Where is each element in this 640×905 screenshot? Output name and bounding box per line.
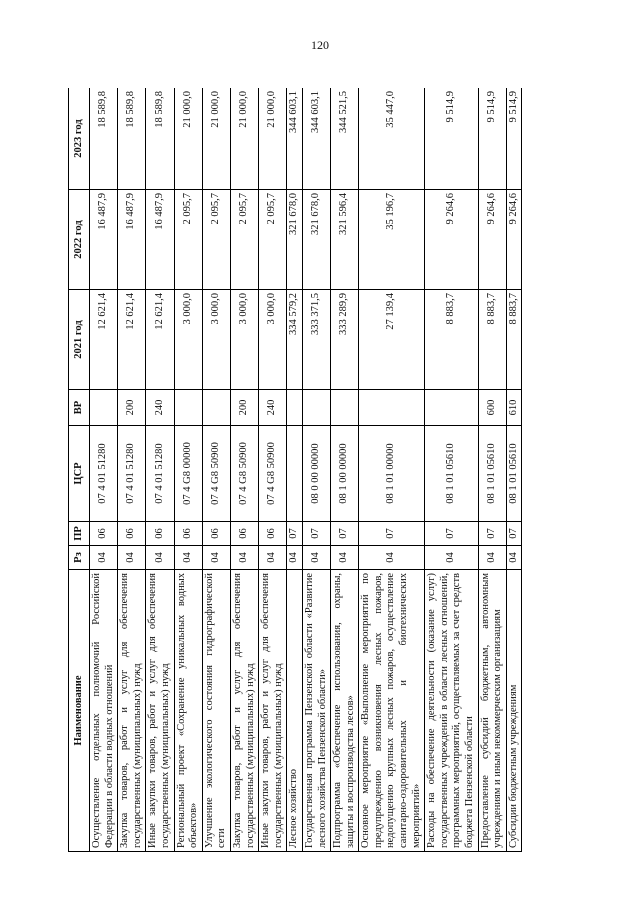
cell-2022: 321 596,4 <box>331 190 359 290</box>
cell-csr: 07 4 G8 50900 <box>230 426 258 522</box>
cell-pr: 06 <box>90 522 118 546</box>
cell-name: Лесное хозяйство <box>287 570 303 852</box>
cell-2022: 321 678,0 <box>302 190 330 290</box>
cell-2022: 2 095,7 <box>174 190 202 290</box>
cell-csr: 08 1 01 05610 <box>506 426 522 522</box>
cell-vr <box>90 390 118 426</box>
cell-2021: 8 883,7 <box>506 290 522 390</box>
cell-2023: 35 447,0 <box>359 88 425 190</box>
header-vr: ВР <box>69 390 90 426</box>
header-pr: ПР <box>69 522 90 546</box>
cell-2021: 334 579,2 <box>287 290 303 390</box>
cell-csr: 07 4 01 51280 <box>90 426 118 522</box>
cell-2022: 9 264,6 <box>506 190 522 290</box>
table-row <box>174 88 202 852</box>
header-rz: Рз <box>69 546 90 570</box>
cell-csr: 08 1 01 05610 <box>425 426 478 522</box>
cell-2023: 21 000,0 <box>230 88 258 190</box>
cell-2021: 12 621,4 <box>90 290 118 390</box>
cell-rz: 04 <box>359 546 425 570</box>
cell-name: Основное мероприятие «Выполнение мероприятий по предупреждению возникновения лесных пожаров, недопущению крупных лесных пожаров, осуществление санитарно-оздоровительных и биотехнических мероприятий» <box>359 570 425 852</box>
cell-2022: 9 264,6 <box>478 190 506 290</box>
cell-rz: 04 <box>118 546 146 570</box>
cell-vr: 200 <box>230 390 258 426</box>
table-row <box>425 88 478 852</box>
cell-pr: 07 <box>331 522 359 546</box>
cell-2022: 16 487,9 <box>118 190 146 290</box>
cell-rz: 04 <box>90 546 118 570</box>
cell-2023: 21 000,0 <box>202 88 230 190</box>
header-csr: ЦСР <box>69 426 90 522</box>
table-row <box>146 88 174 852</box>
cell-2023: 18 589,8 <box>146 88 174 190</box>
cell-2021: 333 371,5 <box>302 290 330 390</box>
cell-csr: 07 4 G8 50900 <box>259 426 287 522</box>
cell-2022: 2 095,7 <box>230 190 258 290</box>
cell-csr: 07 4 G8 50900 <box>202 426 230 522</box>
table-row <box>331 88 359 852</box>
cell-2021: 12 621,4 <box>118 290 146 390</box>
cell-2022: 2 095,7 <box>202 190 230 290</box>
cell-csr: 08 0 00 00000 <box>302 426 330 522</box>
table-body <box>90 88 522 852</box>
cell-vr: 600 <box>478 390 506 426</box>
cell-vr <box>302 390 330 426</box>
cell-pr: 06 <box>259 522 287 546</box>
table-row <box>118 88 146 852</box>
cell-csr: 07 4 01 51280 <box>118 426 146 522</box>
cell-name: Иные закупки товаров, работ и услуг для обеспечения государственных (муниципальных) нужд <box>146 570 174 852</box>
cell-2023: 344 603,1 <box>287 88 303 190</box>
cell-2023: 18 589,8 <box>90 88 118 190</box>
cell-2021: 3 000,0 <box>230 290 258 390</box>
cell-2021: 333 289,9 <box>331 290 359 390</box>
cell-rz: 04 <box>331 546 359 570</box>
page-number: 120 <box>311 38 329 52</box>
header-2022: 2022 год <box>69 190 90 290</box>
cell-vr: 240 <box>259 390 287 426</box>
cell-vr: 610 <box>506 390 522 426</box>
cell-2021: 3 000,0 <box>259 290 287 390</box>
table-header-row <box>69 88 90 852</box>
cell-csr <box>287 426 303 522</box>
table-viewport <box>68 88 564 852</box>
cell-name: Осуществление отдельных полномочий Российской Федерации в области водных отношений <box>90 570 118 852</box>
cell-2023: 21 000,0 <box>174 88 202 190</box>
cell-name: Региональный проект «Сохранение уникальных водных объектов» <box>174 570 202 852</box>
cell-rz: 04 <box>302 546 330 570</box>
cell-rz: 04 <box>259 546 287 570</box>
table-row <box>90 88 118 852</box>
cell-vr: 240 <box>146 390 174 426</box>
table-row <box>478 88 506 852</box>
cell-pr: 07 <box>359 522 425 546</box>
cell-name: Закупка товаров, работ и услуг для обеспечения государственных (муниципальных) нужд <box>118 570 146 852</box>
table-row <box>359 88 425 852</box>
cell-csr: 07 4 01 51280 <box>146 426 174 522</box>
cell-csr: 07 4 G8 00000 <box>174 426 202 522</box>
cell-rz: 04 <box>287 546 303 570</box>
cell-name: Закупка товаров, работ и услуг для обеспечения государственных (муниципальных) нужд <box>230 570 258 852</box>
table-row <box>259 88 287 852</box>
cell-rz: 04 <box>230 546 258 570</box>
cell-2022: 16 487,9 <box>90 190 118 290</box>
cell-name: Расходы на обеспечение деятельности (оказание услуг) государственных учреждений в области лесных отношений, программных мероприятий, осуществляемых за счет средств бюджета Пензенской области <box>425 570 478 852</box>
cell-vr <box>202 390 230 426</box>
cell-2021: 27 139,4 <box>359 290 425 390</box>
cell-2021: 3 000,0 <box>174 290 202 390</box>
cell-2021: 8 883,7 <box>425 290 478 390</box>
table-row <box>202 88 230 852</box>
cell-csr: 08 1 01 05610 <box>478 426 506 522</box>
cell-2021: 8 883,7 <box>478 290 506 390</box>
cell-2022: 321 678,0 <box>287 190 303 290</box>
header-2021: 2021 год <box>69 290 90 390</box>
cell-name: Улучшение экологического состояния гидрографической сети <box>202 570 230 852</box>
cell-2021: 12 621,4 <box>146 290 174 390</box>
header-2023: 2023 год <box>69 88 90 190</box>
cell-2021: 3 000,0 <box>202 290 230 390</box>
cell-pr: 07 <box>478 522 506 546</box>
cell-name: Предоставление субсидий бюджетным, автономным учреждениям и иным некоммерческим организациям <box>478 570 506 852</box>
cell-vr <box>359 390 425 426</box>
cell-pr: 06 <box>202 522 230 546</box>
cell-name: Подпрограмма «Обеспечение использования, охраны, защиты и воспроизводства лесов» <box>331 570 359 852</box>
cell-vr <box>331 390 359 426</box>
cell-pr: 07 <box>506 522 522 546</box>
cell-pr: 06 <box>118 522 146 546</box>
cell-csr: 08 1 00 00000 <box>331 426 359 522</box>
budget-table <box>68 88 522 852</box>
cell-2023: 21 000,0 <box>259 88 287 190</box>
cell-rz: 04 <box>174 546 202 570</box>
cell-pr: 06 <box>146 522 174 546</box>
table-row <box>287 88 303 852</box>
table-row <box>230 88 258 852</box>
rotated-table-container <box>68 88 564 852</box>
cell-pr: 06 <box>174 522 202 546</box>
header-name: Наименование <box>69 570 90 852</box>
cell-vr: 200 <box>118 390 146 426</box>
cell-pr: 07 <box>302 522 330 546</box>
cell-2022: 35 196,7 <box>359 190 425 290</box>
cell-2023: 344 603,1 <box>302 88 330 190</box>
cell-2023: 9 514,9 <box>506 88 522 190</box>
table-row <box>302 88 330 852</box>
cell-name: Субсидии бюджетным учреждениям <box>506 570 522 852</box>
cell-2023: 9 514,9 <box>478 88 506 190</box>
cell-2023: 18 589,8 <box>118 88 146 190</box>
cell-vr <box>287 390 303 426</box>
cell-csr: 08 1 01 00000 <box>359 426 425 522</box>
cell-vr <box>174 390 202 426</box>
table-row <box>506 88 522 852</box>
cell-name: Государственная программа Пензенской области «Развитие лесного хозяйства Пензенской области» <box>302 570 330 852</box>
cell-vr <box>425 390 478 426</box>
cell-rz: 04 <box>425 546 478 570</box>
cell-rz: 04 <box>202 546 230 570</box>
cell-2022: 16 487,9 <box>146 190 174 290</box>
cell-2022: 2 095,7 <box>259 190 287 290</box>
cell-rz: 04 <box>478 546 506 570</box>
cell-pr: 07 <box>425 522 478 546</box>
cell-2023: 344 521,5 <box>331 88 359 190</box>
cell-name: Иные закупки товаров, работ и услуг для обеспечения государственных (муниципальных) нужд <box>259 570 287 852</box>
cell-pr: 07 <box>287 522 303 546</box>
cell-2023: 9 514,9 <box>425 88 478 190</box>
cell-2022: 9 264,6 <box>425 190 478 290</box>
cell-pr: 06 <box>230 522 258 546</box>
cell-rz: 04 <box>506 546 522 570</box>
cell-rz: 04 <box>146 546 174 570</box>
